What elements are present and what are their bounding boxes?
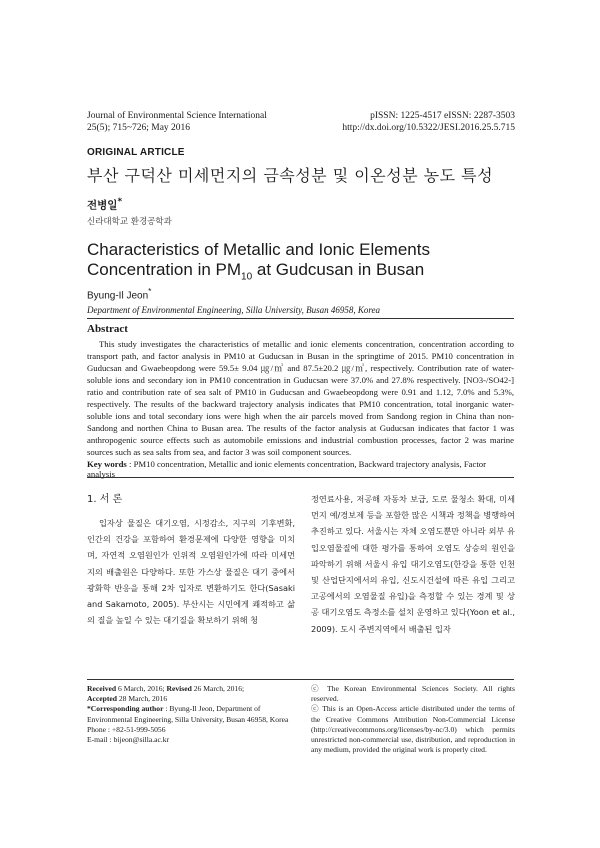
korean-affiliation: 신라대학교 환경공학과 xyxy=(87,217,172,227)
english-affiliation: Department of Environmental Engineering, Silla University, Busan 46958, Korea xyxy=(87,305,381,315)
journal-volume: 25(5); 715~726; May 2016 xyxy=(87,123,191,133)
issn-text: pISSN: 1225-4517 eISSN: 2287-3503 xyxy=(370,111,515,121)
abstract-body: This study investigates the characteristics of metallic and ionic elements concentration, concentration according to transport path, and factor analysis in PM10 at Guducsan in Busan in the springtime of 2015. PM10 concentration in Guducsan and Gwaebeopdong were 59.5± 9.04 ㎍/㎥ and 87.5±20.2 ㎍/㎥, respectively. Contribution rate of water-soluble ions and secondary ion in PM10 concentration in Guducsan were 37.0% and 27.8% respectively. [NO3-/SO42-] ratio and contribution rate of sea salt of PM10 in Guducsan and Gwaebeopdong were 0.91 and 1.12, 7.0% and 5.3%, respectively. The results of the backward trajectory analysis indicates that PM10 concentration, total inorganic water-soluble ions and total secondary ions were high when the air parcels moved from Sandong region in China than non-Sandong and northen China to Busan area. The results of the factor analysis at Guducsan indicates that factor 1 was anthropogenic source effects such as automobile emissions and industrial combustion processes, factor 2 was marine sources such as sea salts from sea, and factor 3 was soil component sources. xyxy=(87,339,514,457)
received-label: Received xyxy=(87,684,117,693)
accepted-label: Accepted xyxy=(87,694,117,704)
section-heading: 1. 서 론 xyxy=(87,494,123,505)
corresponding-author xyxy=(87,704,300,724)
footer-right xyxy=(311,684,515,755)
intro-left-column: 입자상 물질은 대기오염, 시정감소, 지구의 기후변화, 인간의 건강을 포함하여 환경문제에 다양한 영향을 미치며, 자연적 오염원인가 인위적 오염원인가에 따라 미세먼지의 배출원은 다양하다. 또한 가스상 물질은 대기 중에서 광화학 반응을 통해 2차 입자로 변환하기도 한다(Sasaki and Sakamoto, 2005). 부산시는 시민에게 쾌적하고 삶의 질을 높일 수 있는 대기질을 확보하기 위해 청 xyxy=(87,518,295,626)
english-title-part2: at Gudcusan in Busan xyxy=(252,260,425,279)
revised-label: Revised xyxy=(166,684,192,693)
phone: Phone : +82-51-999-5056 xyxy=(87,724,166,734)
english-author-mark: * xyxy=(148,286,152,296)
divider-footer xyxy=(87,679,514,680)
received-date: 6 March, 2016; xyxy=(116,684,167,693)
korean-author-mark: * xyxy=(117,197,123,207)
accepted-line xyxy=(87,694,300,704)
license: ⓒ This is an Open-Access article distributed under the terms of the Creative Commons Attribution Non-Commercial License (http://creativecommons.org/licenses/by-nc/3.0) which permits unrestricted non-commercial use, distribution, and reproduction in any medium, provided the original work is properly cited. xyxy=(311,704,515,755)
korean-title: 부산 구덕산 미세먼지의 금속성분 및 이온성분 농도 특성 xyxy=(87,166,494,185)
accepted-date: 28 March, 2016 xyxy=(116,694,168,704)
divider-middle xyxy=(87,477,514,478)
dates-line xyxy=(87,684,300,694)
abstract-heading: Abstract xyxy=(87,323,128,335)
korean-author-name: 전병일 xyxy=(87,199,118,212)
journal-name: Journal of Environmental Science International xyxy=(87,111,267,121)
english-title xyxy=(87,240,527,287)
divider-top xyxy=(87,318,514,319)
english-title-part1: Characteristics of Metallic and Ionic Elements Concentration in PM xyxy=(87,240,430,279)
article-type: ORIGINAL ARTICLE xyxy=(87,147,185,158)
korean-author xyxy=(87,197,122,213)
copyright: ⓒ The Korean Environmental Sciences Society. All rights reserved. xyxy=(311,684,515,704)
english-title-sub: 10 xyxy=(241,271,253,283)
intro-right-column: 정연료사용, 저공해 자동차 보급, 도로 물청소 확대, 미세먼지 예/경보제 등을 포함한 많은 시책과 정책을 병행하여 추진하고 있다. 서울시는 자체 오염도뿐만 아니라 외부 유입오염물질에 대한 평가를 통하여 오염도 상승의 원인을 파악하기 위해 서울시 유입 대기오염도(한강을 통한 인천 및 산업단지에서의 유입, 신도시건설에 따른 유입 그리고 고공에서의 오염물질 유입)을 측정할 수 있는 경계 및 상공 대기오염도 측정소를 설치 운영하고 있다(Yoon et al., 2009). 도시 주변지역에서 배출된 입자 xyxy=(311,494,515,634)
revised-date: 26 March, 2016; xyxy=(191,684,245,693)
footer-left xyxy=(87,684,300,745)
keywords xyxy=(87,459,514,479)
english-author xyxy=(87,286,151,301)
corresponding-label: *Corresponding author xyxy=(87,704,164,714)
doi-link[interactable]: http://dx.doi.org/10.5322/JESI.2016.25.5.715 xyxy=(342,123,515,133)
email[interactable]: E-mail : bijeon@silla.ac.kr xyxy=(87,735,170,745)
english-author-name: Byung-Il Jeon xyxy=(87,290,149,302)
corresponding-text: : Byung-Il Jeon, Department of Environmental Engineering, Silla University, Busan 46958, Korea xyxy=(87,704,289,724)
keywords-label: Key words xyxy=(87,459,127,469)
issn-header xyxy=(300,110,515,134)
keywords-text: : PM10 concentration, Metallic and ionic elements concentration, Backward trajectory analysis, Factor analysis xyxy=(87,459,487,479)
